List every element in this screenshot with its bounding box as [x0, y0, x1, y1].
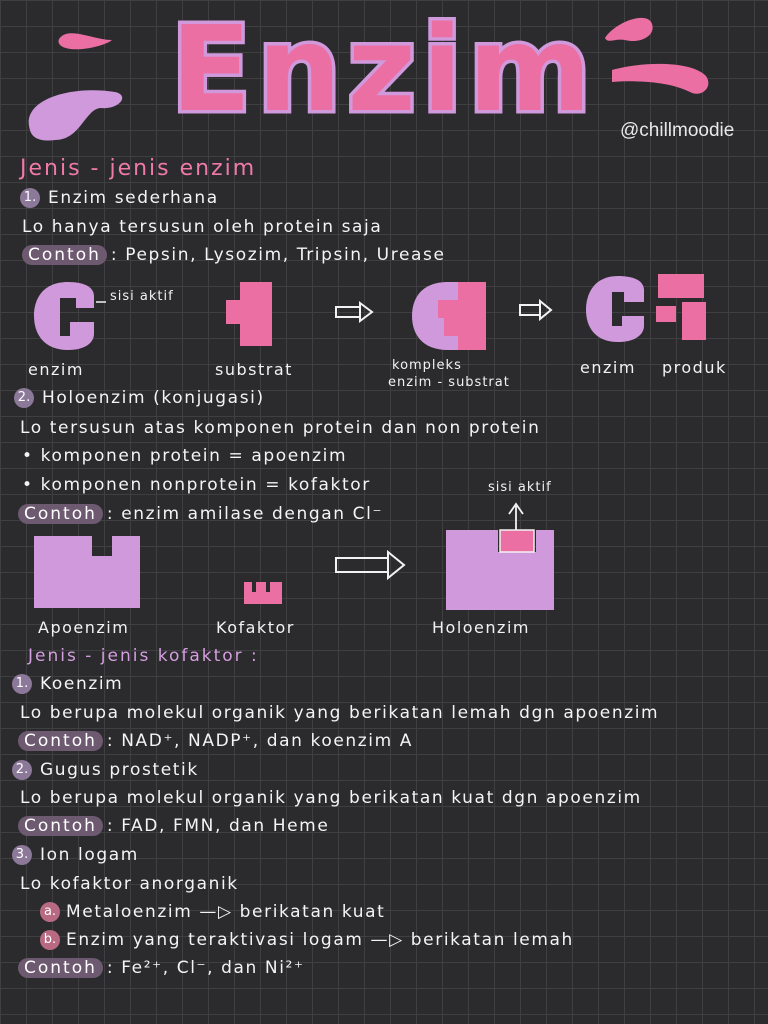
enzim-shape	[34, 282, 94, 350]
contoh-row-ion	[18, 958, 305, 978]
section-heading-jenis-enzim: Jenis - jenis enzim	[20, 156, 257, 181]
contoh-text: Pepsin, Lysozim, Tripsin, Urease	[125, 245, 446, 265]
contoh-badge: Contoh	[18, 504, 103, 524]
item-title: Ion logam	[40, 845, 139, 865]
sub-item-a-text: Metaloenzim —▷ berikatan kuat	[66, 902, 386, 922]
author-handle: @chillmoodie	[620, 120, 735, 141]
desc-ion-logam: Lo kofaktor anorganik	[20, 874, 239, 894]
contoh-row-gugus	[18, 816, 329, 836]
item-number: 3.	[12, 845, 32, 865]
apoenzim-shape	[34, 536, 140, 608]
item-title: Koenzim	[40, 674, 124, 694]
contoh-badge: Contoh	[22, 245, 107, 265]
contoh-text: FAD, FMN, dan Heme	[121, 816, 330, 836]
arrow-2	[520, 301, 551, 319]
label-produk: produk	[662, 358, 727, 377]
sub-item-b-badge: b.	[40, 930, 60, 950]
label-kofaktor: Kofaktor	[216, 618, 295, 637]
item-number: 2.	[12, 760, 32, 780]
desc-gugus-prostetik: Lo berupa molekul organik yang berikatan kuat dgn apoenzim	[20, 788, 642, 808]
enzim2-shape	[586, 276, 644, 342]
desc-holoenzim: Lo tersusun atas komponen protein dan non protein	[20, 418, 541, 438]
contoh-separator: :	[110, 245, 119, 265]
substrat-shape	[226, 282, 272, 346]
item-number: 1.	[20, 188, 40, 208]
produk-bottom-shape	[682, 302, 706, 340]
sisi-aktif-arrow	[509, 504, 523, 530]
contoh-row-2	[18, 504, 383, 524]
sub-item-b	[40, 930, 574, 950]
contoh-badge: Contoh	[18, 816, 103, 836]
holoenzim-kofaktor	[500, 530, 534, 552]
contoh-text: enzim amilase dengan Cl⁻	[121, 504, 384, 524]
label-enzim-substrat: enzim - substrat	[388, 375, 510, 390]
label-substrat: substrat	[215, 360, 293, 379]
item-number: 1.	[12, 674, 32, 694]
produk-small-shape	[656, 306, 676, 322]
arrow-3	[336, 552, 404, 578]
contoh-separator: :	[106, 958, 115, 978]
bullet-apoenzim: • komponen protein = apoenzim	[22, 446, 348, 466]
contoh-text: NAD⁺, NADP⁺, dan koenzim A	[121, 731, 414, 751]
label-enzim: enzim	[28, 360, 84, 379]
label-sisi-aktif: sisi aktif	[110, 289, 174, 304]
label-apoenzim: Apoenzim	[38, 618, 130, 637]
item-gugus-prostetik	[12, 760, 199, 780]
label-enzim-2: enzim	[580, 358, 636, 377]
item-title: Enzim sederhana	[48, 188, 219, 208]
kofaktor-shape	[244, 582, 282, 604]
label-holoenzim: Holoenzim	[432, 618, 530, 637]
item-title: Holoenzim (konjugasi)	[42, 388, 265, 408]
contoh-separator: :	[106, 731, 115, 751]
contoh-badge: Contoh	[18, 731, 103, 751]
item-koenzim	[12, 674, 123, 694]
sub-item-b-text: Enzim yang teraktivasi logam —▷ berikatan lemah	[66, 930, 574, 950]
contoh-row-koenzim	[18, 731, 413, 751]
contoh-separator: :	[106, 504, 115, 524]
item-holoenzim	[14, 388, 265, 408]
label-kompleks: kompleks	[392, 358, 462, 373]
bullet-kofaktor: • komponen nonprotein = kofaktor	[22, 475, 371, 495]
item-ion-logam	[12, 845, 139, 865]
contoh-text: Fe²⁺, Cl⁻, dan Ni²⁺	[121, 958, 305, 978]
section-heading-jenis-kofaktor: Jenis - jenis kofaktor :	[28, 646, 259, 666]
item-number: 2.	[14, 388, 34, 408]
produk-top-shape	[658, 274, 704, 298]
contoh-separator: :	[106, 816, 115, 836]
item-title: Gugus prostetik	[40, 760, 199, 780]
desc-koenzim: Lo berupa molekul organik yang berikatan lemah dgn apoenzim	[20, 703, 660, 723]
sub-item-a	[40, 902, 385, 922]
label-sisi-aktif-2: sisi aktif	[488, 480, 552, 495]
sub-item-a-badge: a.	[40, 902, 60, 922]
contoh-badge: Contoh	[18, 958, 103, 978]
desc-enzim-sederhana: Lo hanya tersusun oleh protein saja	[22, 217, 383, 237]
arrow-1	[336, 303, 372, 321]
page-title: Enzim	[170, 0, 598, 138]
